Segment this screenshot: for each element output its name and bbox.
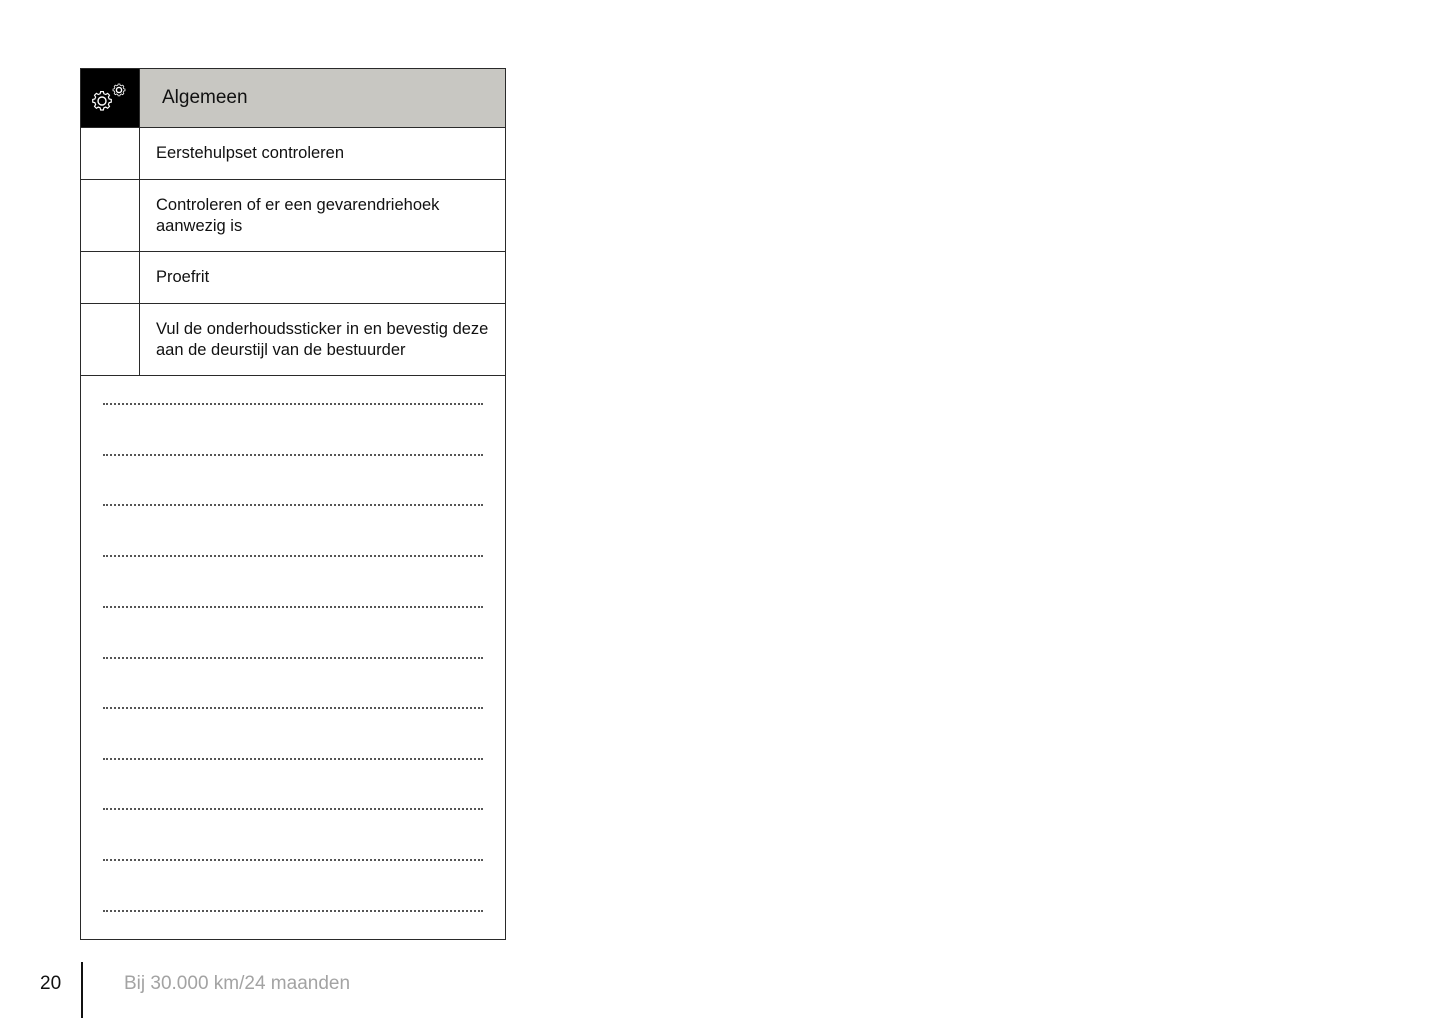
maintenance-checklist xyxy=(80,68,506,940)
note-line[interactable] xyxy=(103,758,483,760)
checkbox-cell[interactable] xyxy=(81,252,140,303)
page-number: 20 xyxy=(40,973,62,994)
checkbox-cell[interactable] xyxy=(81,180,140,251)
footer-section-label: Bij 30.000 km/24 maanden xyxy=(124,973,351,994)
note-line[interactable] xyxy=(103,707,483,709)
note-line[interactable] xyxy=(103,910,483,912)
note-line[interactable] xyxy=(103,606,483,608)
checklist-row xyxy=(81,252,505,304)
note-line[interactable] xyxy=(103,808,483,810)
gears-icon xyxy=(81,69,140,127)
checklist-row xyxy=(81,180,505,252)
checkbox-cell[interactable] xyxy=(81,128,140,179)
checklist-row xyxy=(81,128,505,180)
note-line[interactable] xyxy=(103,859,483,861)
note-line[interactable] xyxy=(103,657,483,659)
footer-divider xyxy=(81,962,83,1018)
checklist-item-text: Controleren of er een gevarendriehoek aanwezig is xyxy=(156,195,440,235)
section-header xyxy=(81,69,505,128)
note-line[interactable] xyxy=(103,504,483,506)
checklist-item-text: Vul de onderhoudssticker in en bevestig deze aan de deurstijl van de bestuurder xyxy=(156,319,489,359)
note-line[interactable] xyxy=(103,403,483,405)
note-line[interactable] xyxy=(103,555,483,557)
checklist-item-text: Eerstehulpset controleren xyxy=(156,144,345,162)
checkbox-cell[interactable] xyxy=(81,304,140,375)
checklist-row xyxy=(81,304,505,376)
note-line[interactable] xyxy=(103,454,483,456)
checklist-item-text: Proefrit xyxy=(156,268,210,286)
section-title: Algemeen xyxy=(140,69,505,127)
